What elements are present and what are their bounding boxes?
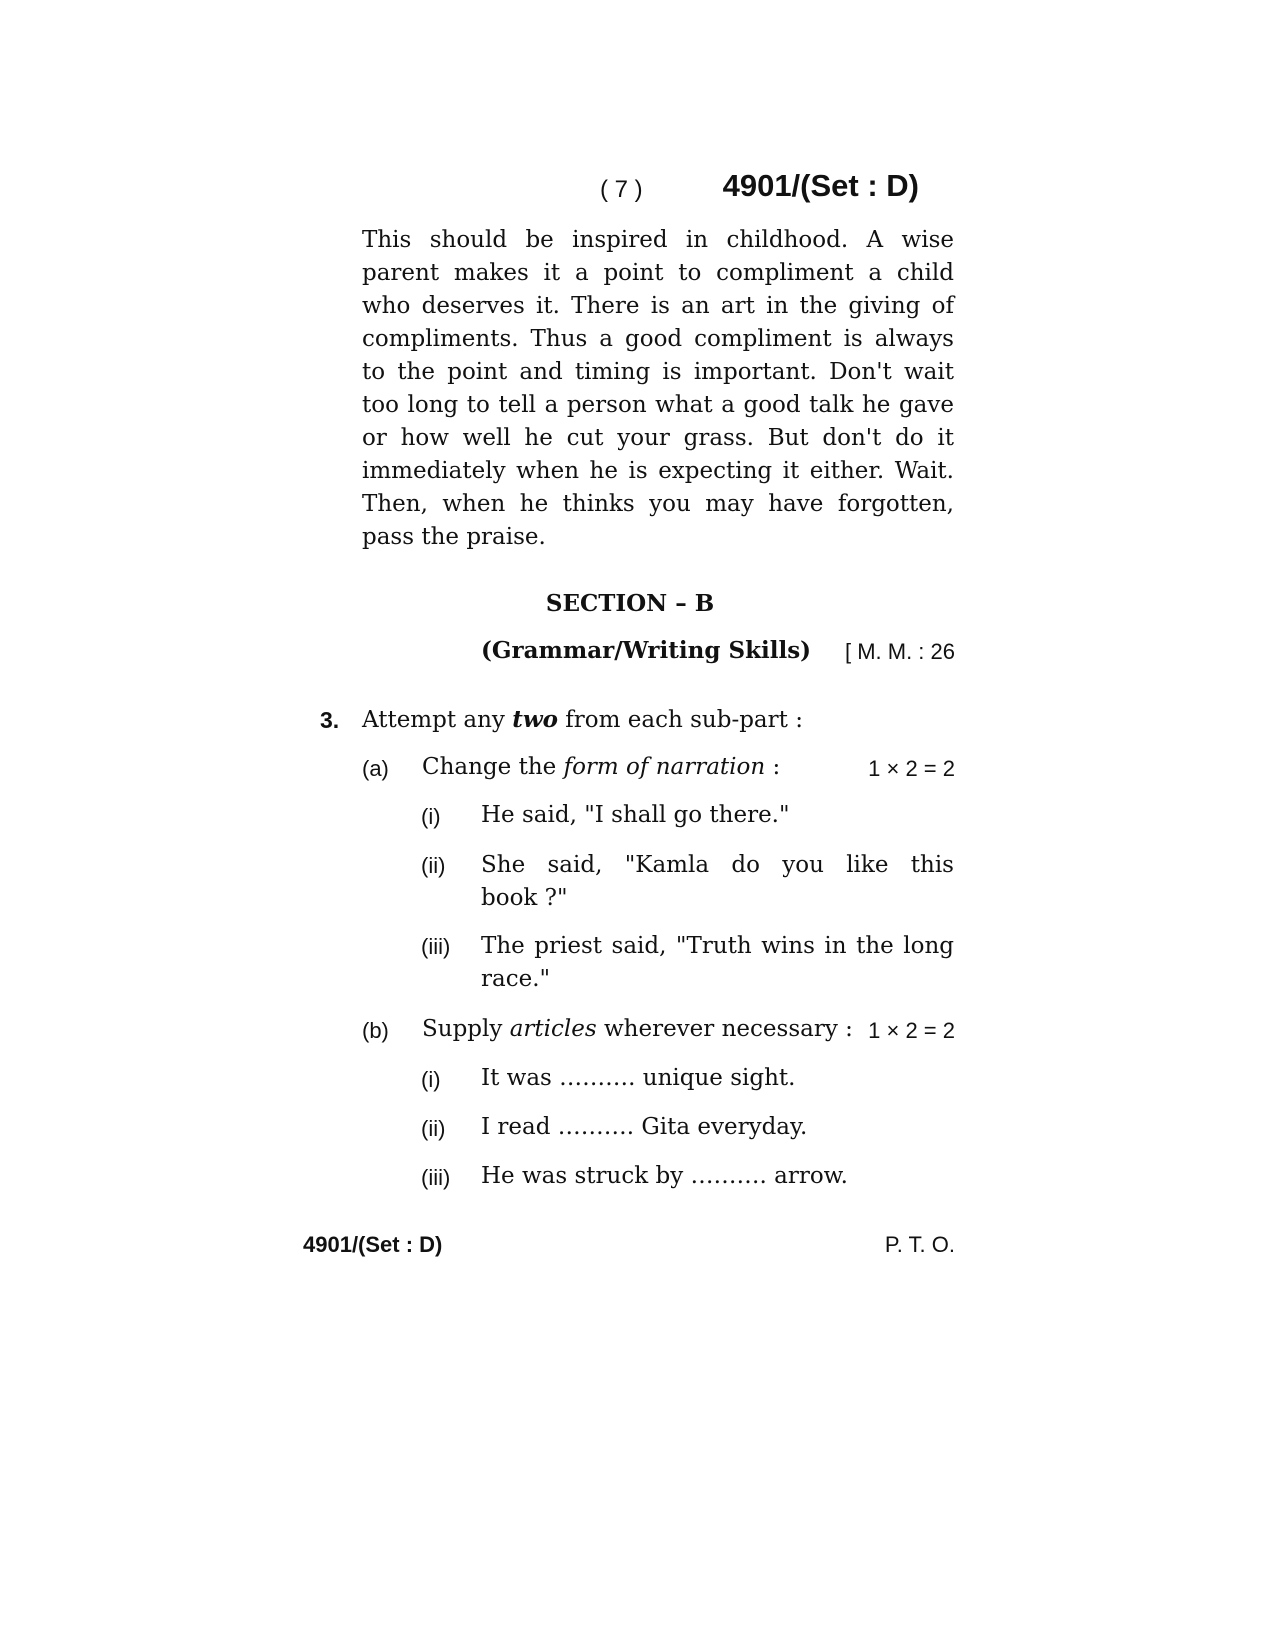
passage-line: Then, when he thinks you may have forgotten, [362,491,954,517]
part-b-marks: 1 × 2 = 2 [868,1018,955,1043]
passage-line: compliments. Thus a good compliment is always [362,326,954,352]
part-a-label: (a) [362,756,389,781]
page-number: ( 7 ) [600,176,643,203]
part-a-item-label: (iii) [421,934,451,959]
part-b-instruction [422,1016,853,1042]
passage [362,224,954,554]
passage-line: This should be inspired in childhood. A wise [362,227,954,253]
item-line: She said, "Kamla do you like this [481,852,954,878]
paper-code-header: 4901/(Set : D) [722,168,919,203]
part-b-item-text: I read ………. Gita everyday. [481,1114,808,1140]
part-b-text-emphasis: articles [509,1016,597,1042]
part-b-text-before: Supply [422,1016,510,1042]
paper-code-footer: 4901/(Set : D) [303,1232,443,1257]
part-b-item-label: (ii) [421,1116,446,1141]
question-text-after: from each sub-part : [557,707,803,733]
part-a-item-label: (i) [421,804,441,829]
part-a-item-text [481,849,954,915]
passage-line: or how well he cut your grass. But don't do it [362,425,954,451]
item-line: book ?" [481,885,568,911]
question-text-emphasis: two [512,706,558,733]
part-b-item-label: (iii) [421,1165,451,1190]
part-b-item-text: It was ………. unique sight. [481,1065,796,1091]
part-a-text-before: Change the [422,754,564,780]
section-title: SECTION – B [545,590,715,617]
part-b-item-label: (i) [421,1067,441,1092]
part-b-text-after: wherever necessary : [596,1016,853,1042]
pto-label: P. T. O. [884,1232,955,1257]
part-a-instruction [422,754,780,780]
part-a-item-label: (ii) [421,853,446,878]
part-a-text-emphasis: form of narration [563,754,766,780]
passage-line: pass the praise. [362,524,546,550]
passage-line: immediately when he is expecting it either. Wait. [362,458,954,484]
part-a-item-text [481,930,954,996]
section-subtitle: (Grammar/Writing Skills) [481,637,812,664]
passage-line: too long to tell a person what a good talk he gave [362,392,954,418]
passage-line: who deserves it. There is an art in the giving of [362,293,954,319]
question-text-before: Attempt any [362,707,513,733]
max-marks: [ M. M. : 26 [844,639,955,664]
part-b-label: (b) [362,1018,389,1043]
item-line: race." [481,966,551,992]
item-line: The priest said, "Truth wins in the long [481,933,954,959]
part-a-text-after: : [765,754,781,780]
part-a-marks: 1 × 2 = 2 [868,756,955,781]
part-b-item-text: He was struck by ………. arrow. [481,1163,848,1189]
part-a-item-text: He said, "I shall go there." [481,802,790,828]
question-text [362,706,803,733]
passage-line: to the point and timing is important. Don't wait [362,359,954,385]
question-number: 3. [320,707,340,733]
passage-line: parent makes it a point to compliment a child [362,260,954,286]
